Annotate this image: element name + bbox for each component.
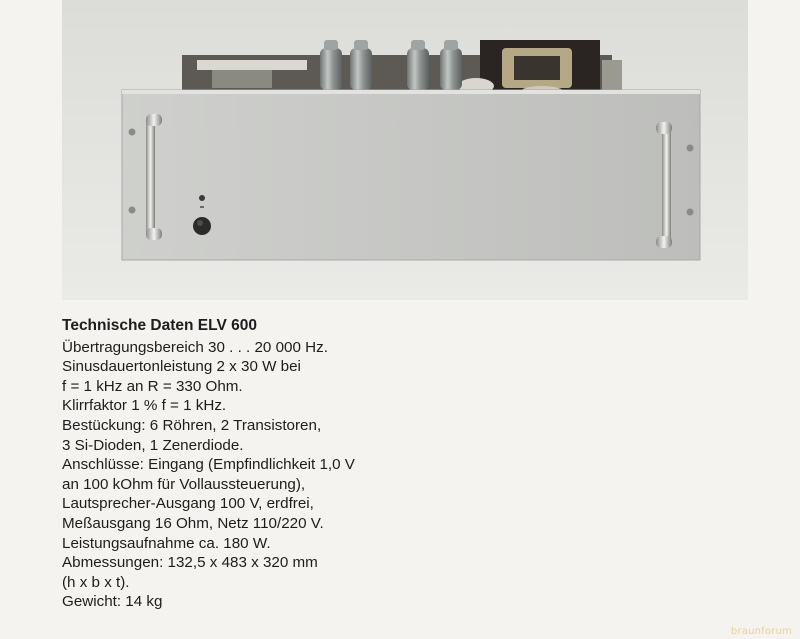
watermark: braunforum bbox=[730, 626, 792, 637]
spec-components-cont: 3 Si-Dioden, 1 Zenerdiode. bbox=[62, 436, 244, 454]
spec-connections-measure: Meßausgang 16 Ohm, Netz 110/220 V. bbox=[62, 514, 324, 532]
spec-power-consumption: Leistungsaufnahme ca. 180 W. bbox=[62, 534, 271, 552]
spec-dimensions-unit: (h x b x t). bbox=[62, 573, 130, 591]
amplifier-illustration bbox=[62, 0, 748, 300]
spec-frequency-range: Übertragungsbereich 30 . . . 20 000 Hz. bbox=[62, 338, 328, 356]
spec-components: Bestückung: 6 Röhren, 2 Transistoren, bbox=[62, 416, 322, 434]
spec-weight: Gewicht: 14 kg bbox=[62, 593, 163, 611]
amplifier-photo bbox=[62, 0, 748, 300]
specs-title: Technische Daten ELV 600 bbox=[62, 317, 257, 334]
spec-sine-power: Sinusdauertonleistung 2 x 30 W bei bbox=[62, 358, 301, 376]
spec-connections-input: an 100 kOhm für Vollaussteuerung), bbox=[62, 475, 306, 493]
technical-data bbox=[62, 316, 482, 612]
spec-connections: Anschlüsse: Eingang (Empfindlichkeit 1,0 V bbox=[62, 456, 355, 474]
spec-connections-speaker: Lautsprecher-Ausgang 100 V, erdfrei, bbox=[62, 495, 314, 513]
spec-dimensions: Abmessungen: 132,5 x 483 x 320 mm bbox=[62, 554, 318, 572]
spec-distortion: Klirrfaktor 1 % f = 1 kHz. bbox=[62, 397, 227, 415]
spec-sine-power-condition: f = 1 kHz an R = 330 Ohm. bbox=[62, 377, 243, 395]
